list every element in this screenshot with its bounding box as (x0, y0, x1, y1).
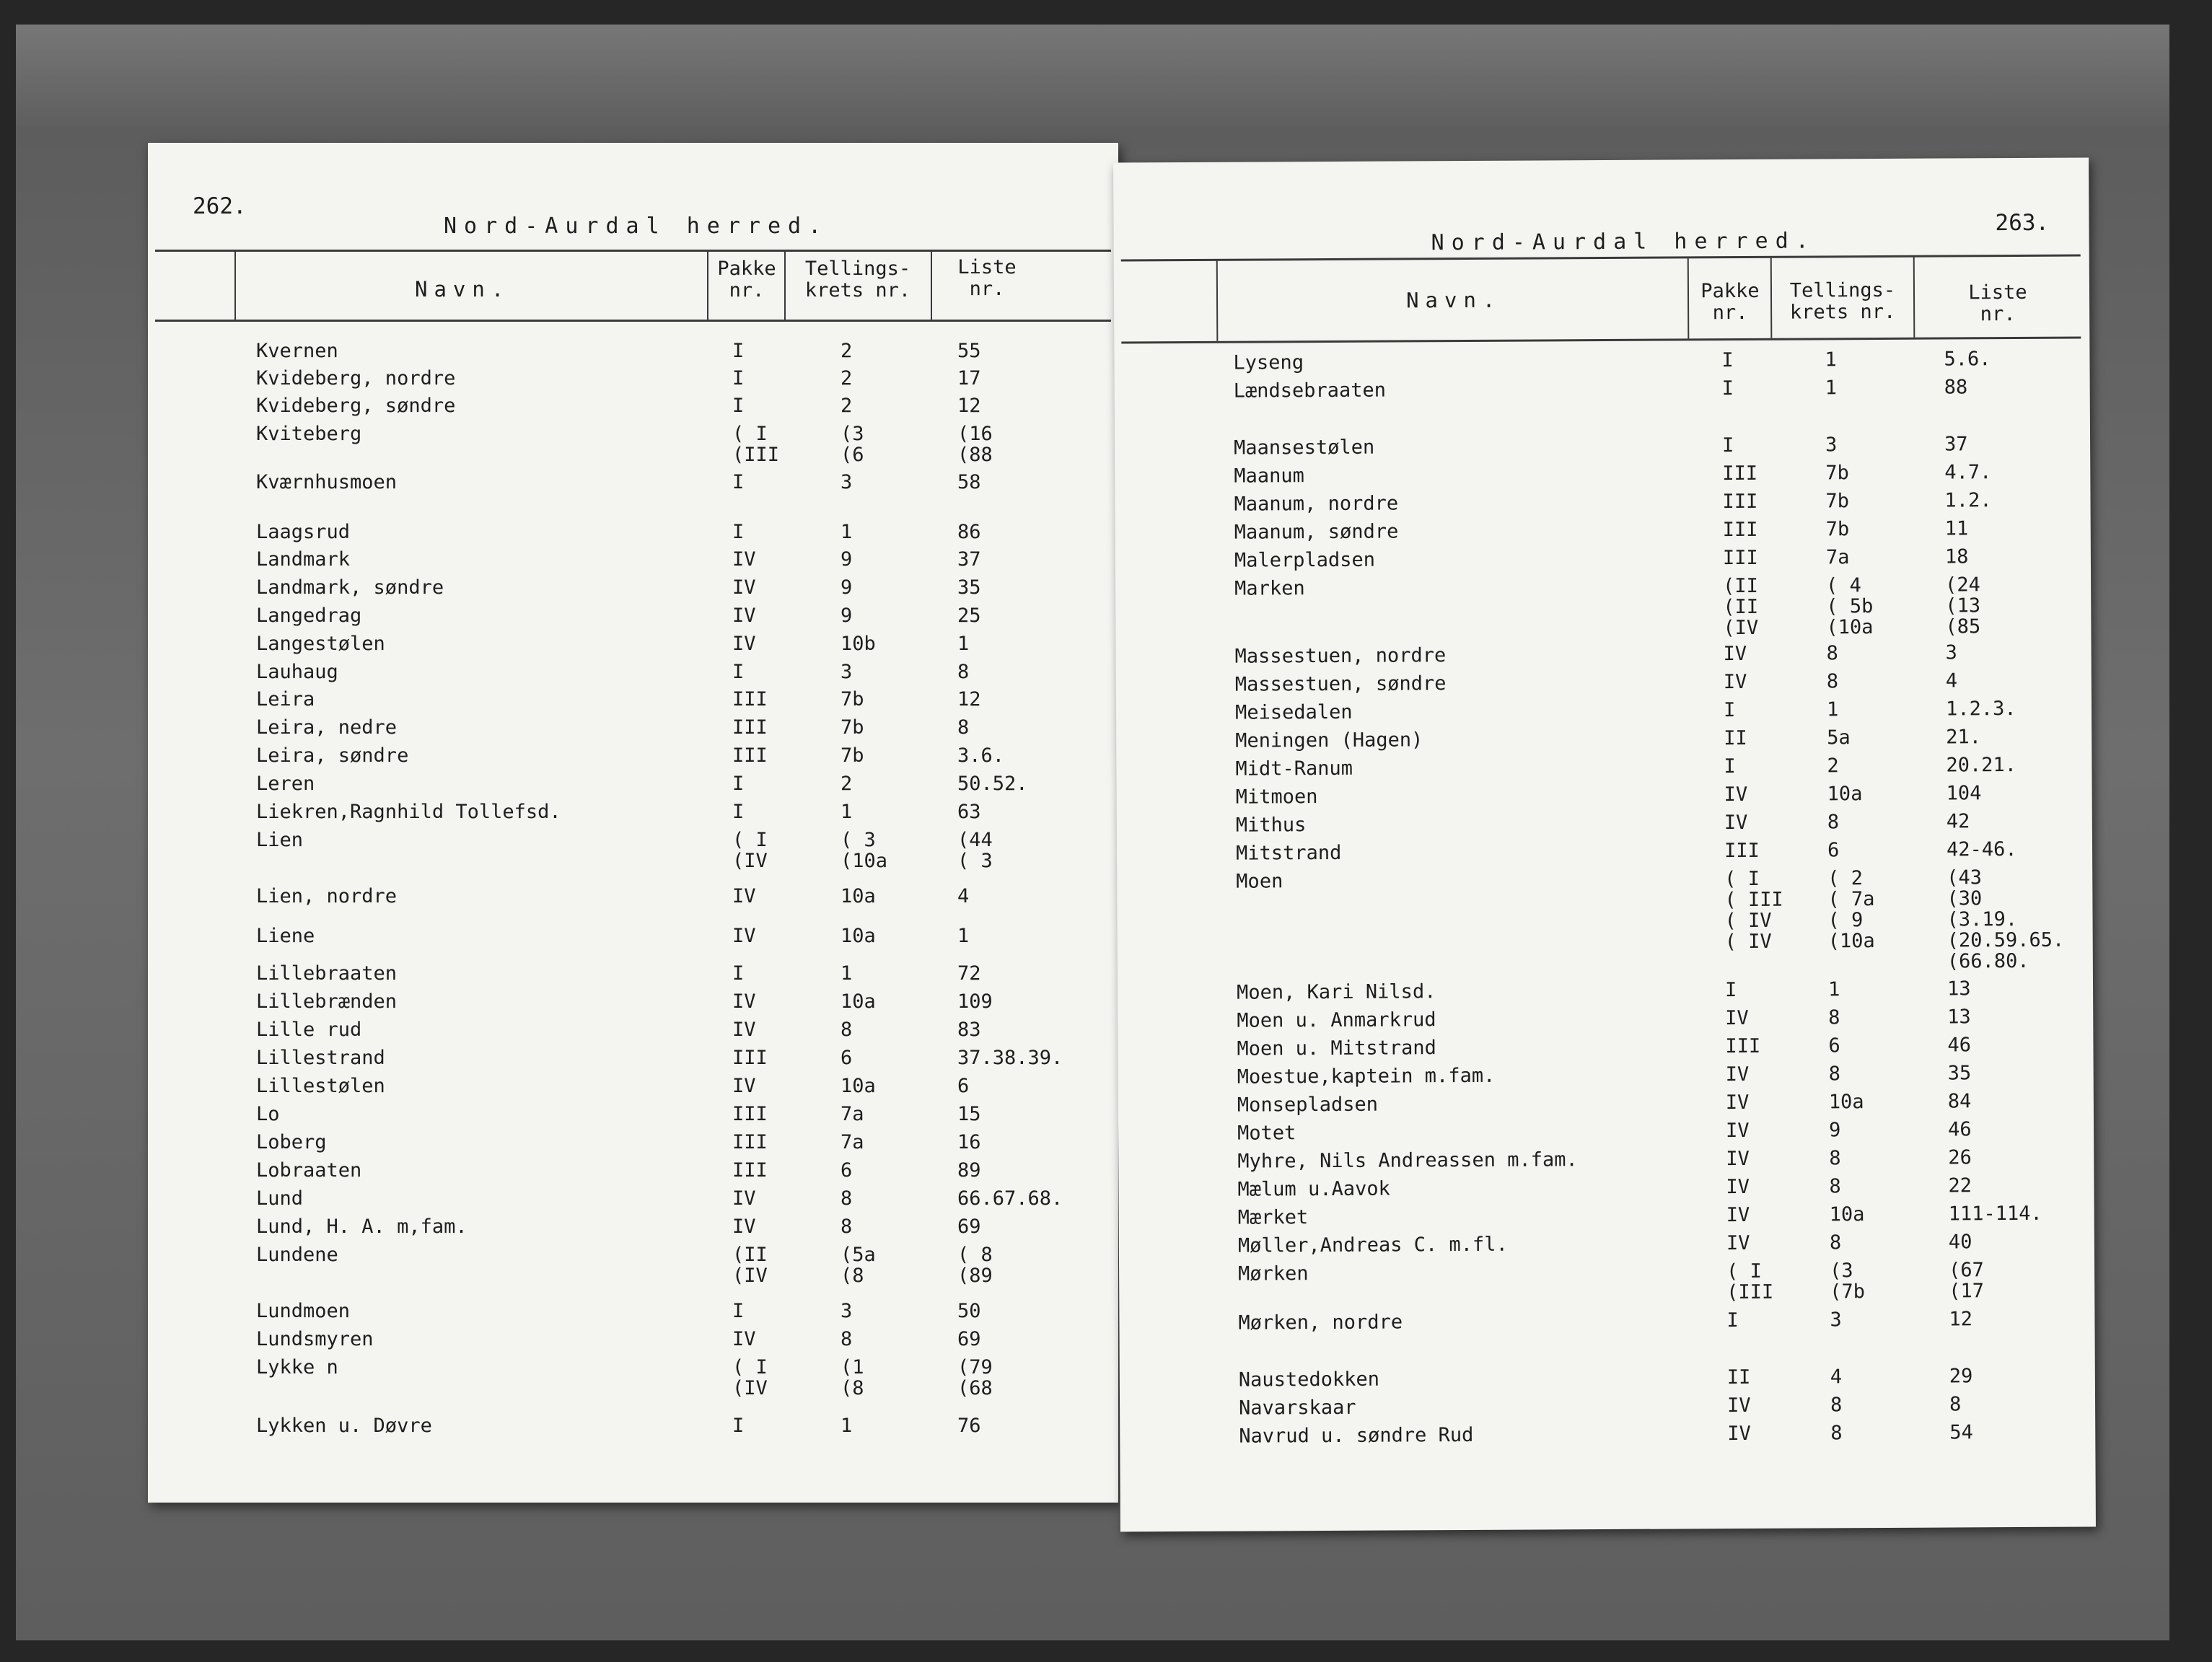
entry-name: Leira, nedre (256, 716, 398, 739)
entry-tellingskrets: 8 (1829, 1175, 1841, 1198)
page-number: 262. (193, 193, 247, 219)
entry-tellingskrets: 1 (1825, 348, 1837, 371)
entry-liste: 83 (957, 1019, 981, 1041)
entry-tellingskrets: 1 (841, 801, 853, 823)
page-number: 263. (1995, 209, 2050, 237)
column-rule (1913, 257, 1915, 338)
entry-tellingskrets: 8 (1830, 1422, 1843, 1445)
entry-pakke: I (1726, 1309, 1739, 1332)
entry-name: Lillebrænden (256, 990, 398, 1013)
entry-pakke: IV (732, 990, 756, 1013)
entry-tellingskrets: 10a (841, 990, 876, 1013)
entry-liste: ( 8 (89 (957, 1244, 993, 1287)
entry-tellingskrets: 2 (841, 773, 853, 795)
entry-pakke: IV (732, 1215, 756, 1238)
entry-name: Moestue,kaptein m.fam. (1237, 1064, 1496, 1089)
entry-name: Lobraaten (256, 1159, 362, 1182)
entry-name: Maansestølen (1234, 436, 1375, 460)
entry-name: Mørken (1238, 1262, 1309, 1285)
entry-liste: 4.7. (1944, 461, 1992, 484)
entry-liste: 11 (1944, 517, 1969, 540)
entry-pakke: III (1724, 839, 1760, 863)
header-bottom-rule (1121, 337, 2081, 344)
entry-pakke: III (1722, 462, 1758, 485)
entry-pakke: I (732, 773, 745, 795)
entry-liste: 18 (1944, 545, 1969, 568)
entry-liste: 37 (1944, 433, 1968, 456)
entry-tellingskrets: 7b (841, 716, 864, 739)
entry-liste: 89 (957, 1159, 981, 1182)
entry-tellingskrets: 1 (841, 1415, 853, 1437)
entry-name: Langedrag (256, 604, 362, 627)
entry-pakke: II (1726, 1366, 1751, 1389)
entry-liste: 8 (957, 716, 970, 739)
entry-tellingskrets: 7b (1825, 490, 1850, 513)
entry-pakke: IV (1727, 1422, 1751, 1446)
entry-liste: 46 (1947, 1034, 1972, 1057)
entry-pakke: I (1724, 979, 1737, 1002)
entry-tellingskrets: ( 3 (10a (841, 829, 888, 872)
column-rule (1687, 258, 1690, 338)
entry-name: Lillestølen (256, 1075, 385, 1097)
header-tellingskrets: Tellings- krets nr. (1789, 278, 1896, 324)
entry-pakke: IV (1724, 811, 1748, 835)
scan-backdrop-top (16, 25, 2169, 126)
entry-tellingskrets: 8 (841, 1328, 853, 1350)
entry-tellingskrets: 7a (841, 1103, 864, 1125)
entry-name: Mithus (1235, 814, 1307, 837)
entry-liste: 1 (957, 633, 970, 655)
entry-pakke: IV (1723, 642, 1747, 666)
entry-name: Møller,Andreas C. m.fl. (1237, 1233, 1508, 1257)
entry-name: Lundmoen (256, 1300, 351, 1322)
entry-pakke: IV (732, 1075, 756, 1097)
entry-tellingskrets: 3 (841, 661, 853, 683)
header-pakke: Pakke nr. (1700, 279, 1760, 325)
entry-name: Lien (256, 829, 304, 851)
entry-liste: 88 (1944, 376, 1968, 399)
entry-tellingskrets: 1 (841, 521, 853, 543)
entry-tellingskrets: 9 (1828, 1119, 1841, 1142)
entry-liste: 104 (1946, 782, 1982, 805)
entry-name: Naustedokken (1238, 1368, 1380, 1391)
entry-name: Myhre, Nils Andreassen m.fam. (1237, 1148, 1578, 1173)
entry-liste: 58 (957, 471, 981, 493)
entry-name: Marken (1234, 577, 1305, 600)
entry-liste: (43 (30 (3.19. (20.59.65. (66.80. (1947, 866, 2065, 973)
entry-pakke: II (1724, 726, 1747, 750)
entry-name: Lien, nordre (256, 885, 398, 907)
entry-name: Monsepladsen (1237, 1093, 1379, 1117)
entry-liste: 66.67.68. (957, 1187, 1063, 1210)
entry-pakke: IV (732, 885, 756, 907)
entry-pakke: III (732, 688, 768, 711)
entry-pakke: IV (1726, 1147, 1750, 1171)
header-pakke: Pakke nr. (717, 258, 776, 302)
entry-name: Lændsebraaten (1233, 379, 1387, 403)
header-liste: Liste nr. (1968, 281, 2027, 326)
entry-tellingskrets: ( 2 ( 7a ( 9 (10a (1827, 867, 1875, 953)
entry-name: Lundene (256, 1244, 338, 1266)
entry-liste: 21. (1946, 726, 1982, 749)
entry-liste: 69 (957, 1328, 981, 1350)
entry-pakke: I (732, 367, 745, 390)
entry-tellingskrets: 10a (841, 925, 876, 947)
entry-pakke: IV (1725, 1006, 1749, 1030)
entry-tellingskrets: 1 (841, 962, 853, 985)
entry-liste: 42-46. (1946, 838, 2017, 861)
entry-liste: 69 (957, 1215, 981, 1238)
entry-name: Massestuen, nordre (1234, 644, 1447, 668)
entry-liste: 17 (957, 367, 981, 390)
entry-pakke: IV (1723, 670, 1747, 694)
entry-pakke: (II (II (IV (1723, 574, 1759, 640)
entry-liste: 54 (1949, 1421, 1973, 1444)
entry-name: Lund (256, 1187, 304, 1210)
entry-tellingskrets: 7a (841, 1131, 864, 1153)
entry-tellingskrets: 3 (1830, 1309, 1842, 1332)
entry-name: Maanum, nordre (1234, 492, 1399, 516)
entry-name: Moen, Kari Nilsd. (1236, 980, 1436, 1004)
entry-pakke: III (732, 1159, 768, 1182)
entry-pakke: IV (1725, 1063, 1750, 1086)
entry-name: Landmark (256, 548, 351, 571)
entry-pakke: ( I (IV (732, 829, 768, 872)
entry-liste: 37.38.39. (957, 1047, 1063, 1069)
entry-tellingskrets: 8 (1826, 670, 1839, 693)
entry-name: Liene (256, 925, 315, 947)
entry-liste: (79 (68 (957, 1356, 993, 1399)
entry-name: Lillestrand (256, 1047, 385, 1069)
entry-name: Mitmoen (1235, 786, 1318, 809)
entry-pakke: III (732, 1103, 768, 1125)
entry-liste: (16 (88 (957, 423, 993, 466)
entry-liste: 42 (1946, 810, 1970, 833)
entry-tellingskrets: 9 (841, 604, 853, 627)
entry-tellingskrets: 7a (1825, 546, 1850, 569)
entry-name: Mørken, nordre (1238, 1311, 1403, 1335)
entry-liste: 46 (1947, 1118, 1972, 1141)
entry-tellingskrets: 8 (1827, 811, 1840, 834)
entry-liste: 35 (957, 576, 981, 599)
entry-name: Massestuen, søndre (1234, 672, 1447, 696)
entry-liste: 15 (957, 1103, 981, 1125)
entry-pakke: IV (1725, 1091, 1750, 1114)
entry-tellingskrets: 6 (841, 1047, 853, 1069)
header-liste: Liste nr. (957, 256, 1017, 300)
entry-name: Maanum, søndre (1234, 520, 1399, 544)
entry-name: Lundsmyren (256, 1328, 374, 1350)
entry-tellingskrets: 8 (841, 1019, 853, 1041)
entry-liste: 12 (957, 688, 981, 711)
entry-pakke: IV (1726, 1394, 1751, 1417)
entry-name: Kvideberg, nordre (256, 367, 456, 390)
entry-tellingskrets: 2 (841, 367, 853, 390)
entry-name: Meningen (Hagen) (1235, 729, 1423, 752)
entry-pakke: IV (1724, 783, 1748, 806)
entry-tellingskrets: 9 (841, 576, 853, 599)
entry-liste: 35 (1947, 1062, 1972, 1085)
entry-pakke: I (732, 395, 745, 417)
entry-pakke: IV (732, 604, 756, 627)
page-title: Nord-Aurdal herred. (1431, 228, 1816, 256)
entry-name: Leira (256, 688, 315, 711)
entry-name: Navrud u. søndre Rud (1239, 1423, 1474, 1448)
entry-liste: 22 (1948, 1174, 1972, 1197)
entry-tellingskrets: 6 (1827, 839, 1840, 862)
entry-liste: 26 (1948, 1146, 1972, 1169)
column-rule (707, 251, 708, 320)
entry-pakke: I (732, 471, 745, 493)
entry-name: Mærket (1237, 1206, 1309, 1229)
entry-pakke: IV (732, 548, 756, 571)
entry-name: Leren (256, 773, 315, 795)
entry-name: Loberg (256, 1131, 327, 1153)
entry-liste: 29 (1949, 1365, 1973, 1388)
entry-pakke: III (1722, 546, 1758, 570)
entry-tellingskrets: (3 (6 (841, 423, 864, 466)
entry-liste: 3 (1945, 641, 1957, 664)
entry-name: Lyseng (1233, 351, 1304, 374)
entry-name: Liekren,Ragnhild Tollefsd. (256, 801, 561, 823)
entry-name: Lund, H. A. m,fam. (256, 1215, 468, 1238)
entry-tellingskrets: 7b (1825, 462, 1849, 485)
entry-liste: (24 (13 (85 (1945, 573, 1981, 638)
entry-pakke: III (732, 1047, 768, 1069)
entry-liste: 4 (1945, 669, 1958, 692)
entry-pakke: IV (732, 1328, 756, 1350)
entry-liste: 8 (1949, 1393, 1962, 1416)
entry-tellingskrets: 3 (841, 471, 853, 493)
entry-pakke: IV (732, 633, 756, 655)
page-title: Nord-Aurdal herred. (444, 214, 829, 239)
entry-liste: 4 (957, 885, 970, 907)
entry-tellingskrets: 6 (841, 1159, 853, 1182)
entry-tellingskrets: 8 (1829, 1231, 1842, 1254)
entry-tellingskrets: 8 (1828, 1063, 1841, 1086)
header-tellingskrets: Tellings- krets nr. (804, 258, 911, 302)
column-rule (931, 251, 932, 320)
entry-pakke: I (732, 521, 745, 543)
header-top-rule (155, 250, 1111, 252)
entry-pakke: I (1723, 699, 1736, 722)
ledger-page-right (1113, 157, 2096, 1531)
entry-pakke: ( I (III (1726, 1259, 1774, 1304)
entry-pakke: ( I (III (732, 423, 780, 466)
entry-tellingskrets: 7b (841, 688, 864, 711)
entry-liste: 40 (1948, 1231, 1972, 1254)
entry-tellingskrets: 8 (1830, 1394, 1843, 1417)
entry-liste: 55 (957, 340, 981, 362)
entry-tellingskrets: 10b (841, 633, 876, 655)
entry-pakke: III (1722, 518, 1758, 542)
entry-pakke: IV (732, 925, 756, 947)
entry-tellingskrets: 7b (841, 744, 864, 767)
entry-name: Lykken u. Døvre (256, 1415, 432, 1437)
entry-tellingskrets: 10a (1827, 783, 1863, 806)
entry-tellingskrets: 1 (1825, 377, 1838, 400)
entry-tellingskrets: 2 (841, 340, 853, 362)
entry-name: Mitstrand (1235, 841, 1342, 865)
entry-liste: 16 (957, 1131, 981, 1153)
entry-liste: 5.6. (1944, 348, 1991, 371)
entry-liste: 50 (957, 1300, 981, 1322)
ledger-page-left (148, 143, 1118, 1503)
entry-pakke: IV (1726, 1231, 1750, 1255)
entry-liste: 1.2.3. (1945, 698, 2016, 721)
entry-pakke: I (732, 340, 745, 362)
entry-name: Moen (1236, 870, 1283, 893)
entry-name: Langestølen (256, 633, 385, 655)
entry-liste: 8 (957, 661, 970, 683)
entry-tellingskrets: 8 (841, 1215, 853, 1238)
entry-name: Kviteberg (256, 423, 362, 445)
entry-pakke: IV (732, 576, 756, 599)
entry-pakke: (II (IV (732, 1244, 768, 1287)
entry-liste: 12 (957, 395, 981, 417)
entry-tellingskrets: (5a (8 (841, 1244, 876, 1287)
entry-name: Lykke n (256, 1356, 338, 1379)
entry-pakke: I (732, 962, 745, 985)
entry-pakke: I (732, 801, 745, 823)
entry-tellingskrets: 9 (841, 548, 853, 571)
entry-tellingskrets: 10a (1829, 1203, 1865, 1226)
entry-liste: 86 (957, 521, 981, 543)
entry-tellingskrets: 2 (841, 395, 853, 417)
entry-liste: 13 (1947, 977, 1971, 1001)
entry-liste: 111-114. (1948, 1202, 2042, 1226)
entry-pakke: III (732, 744, 768, 767)
entry-name: Kværnhusmoen (256, 471, 398, 493)
header-navn: Navn. (415, 277, 511, 302)
entry-liste: 12 (1949, 1308, 1973, 1331)
entry-liste: 20.21. (1946, 754, 2017, 777)
entry-tellingskrets: 8 (1829, 1147, 1841, 1170)
entry-name: Moen u. Anmarkrud (1237, 1008, 1436, 1032)
header-bottom-rule (155, 320, 1111, 322)
entry-name: Lauhaug (256, 661, 338, 683)
entry-name: Kvernen (256, 340, 338, 362)
entry-tellingskrets: 5a (1827, 726, 1851, 749)
entry-tellingskrets: 1 (1827, 978, 1840, 1001)
entry-tellingskrets: 8 (1826, 642, 1838, 665)
entry-name: Lille rud (256, 1019, 362, 1041)
entry-pakke: I (1721, 349, 1734, 372)
column-rule (1216, 260, 1219, 341)
entry-pakke: IV (1725, 1119, 1750, 1143)
entry-pakke: III (1725, 1034, 1761, 1058)
entry-liste: 109 (957, 990, 993, 1013)
entry-liste: 72 (957, 962, 981, 985)
entry-liste: 1.2. (1944, 489, 1992, 512)
entry-name: Midt-Ranum (1235, 757, 1353, 781)
entry-tellingskrets: 8 (1828, 1006, 1840, 1029)
entry-liste: 25 (957, 604, 981, 627)
entry-tellingskrets: 8 (841, 1187, 853, 1210)
entry-liste: (44 ( 3 (957, 829, 993, 872)
entry-pakke: III (732, 1131, 768, 1153)
entry-tellingskrets: 3 (1825, 434, 1838, 457)
entry-pakke: IV (1726, 1203, 1750, 1227)
column-rule (234, 251, 236, 320)
entry-name: Leira, søndre (256, 744, 409, 767)
entry-liste: 6 (957, 1075, 970, 1097)
entry-tellingskrets: 10a (841, 1075, 876, 1097)
entry-tellingskrets: ( 4 ( 5b (10a (1826, 574, 1874, 639)
entry-name: Landmark, søndre (256, 576, 444, 599)
entry-pakke: I (1724, 755, 1736, 778)
entry-pakke: I (732, 661, 745, 683)
entry-tellingskrets: 10a (1828, 1091, 1864, 1114)
entry-pakke: III (1722, 490, 1758, 514)
entry-pakke: I (1722, 434, 1734, 457)
entry-name: Lo (256, 1103, 280, 1125)
entry-pakke: I (1721, 377, 1734, 400)
entry-name: Lillebraaten (256, 962, 398, 985)
entry-name: Malerpladsen (1234, 548, 1376, 572)
entry-pakke: III (732, 716, 768, 739)
entry-tellingskrets: (1 (8 (841, 1356, 864, 1399)
entry-pakke: I (732, 1415, 745, 1437)
header-navn: Navn. (1405, 287, 1502, 313)
entry-name: Motet (1237, 1122, 1296, 1145)
entry-liste: 37 (957, 548, 981, 571)
entry-name: Laagsrud (256, 521, 351, 543)
entry-name: Meisedalen (1234, 700, 1353, 724)
entry-tellingskrets: (3 (7b (1830, 1259, 1866, 1303)
entry-name: Navarskaar (1239, 1396, 1356, 1420)
entry-name: Moen u. Mitstrand (1237, 1037, 1436, 1060)
entry-name: Kvideberg, søndre (256, 395, 456, 417)
entry-tellingskrets: 6 (1828, 1034, 1840, 1058)
entry-liste: 76 (957, 1415, 981, 1437)
entry-pakke: IV (1726, 1175, 1750, 1199)
entry-tellingskrets: 2 (1827, 755, 1839, 778)
entry-liste: 63 (957, 801, 981, 823)
entry-liste: (67 (17 (1949, 1259, 1985, 1303)
entry-pakke: ( I ( III ( IV ( IV (1724, 867, 1783, 954)
entry-pakke: I (732, 1300, 745, 1322)
entry-name: Mælum u.Aavok (1237, 1177, 1390, 1201)
entry-pakke: IV (732, 1187, 756, 1210)
header-top-rule (1121, 255, 2081, 262)
entry-liste: 3.6. (957, 744, 1005, 767)
entry-liste: 84 (1947, 1090, 1972, 1113)
entry-pakke: ( I (IV (732, 1356, 768, 1399)
entry-tellingskrets: 4 (1830, 1366, 1843, 1389)
entry-tellingskrets: 1 (1826, 698, 1839, 721)
entry-tellingskrets: 3 (841, 1300, 853, 1322)
entry-liste: 50.52. (957, 773, 1028, 795)
entry-name: Maanum (1234, 465, 1304, 488)
entry-tellingskrets: 10a (841, 885, 876, 907)
entry-liste: 13 (1947, 1006, 1971, 1029)
entry-pakke: IV (732, 1019, 756, 1041)
entry-liste: 1 (957, 925, 970, 947)
entry-tellingskrets: 7b (1825, 518, 1850, 541)
